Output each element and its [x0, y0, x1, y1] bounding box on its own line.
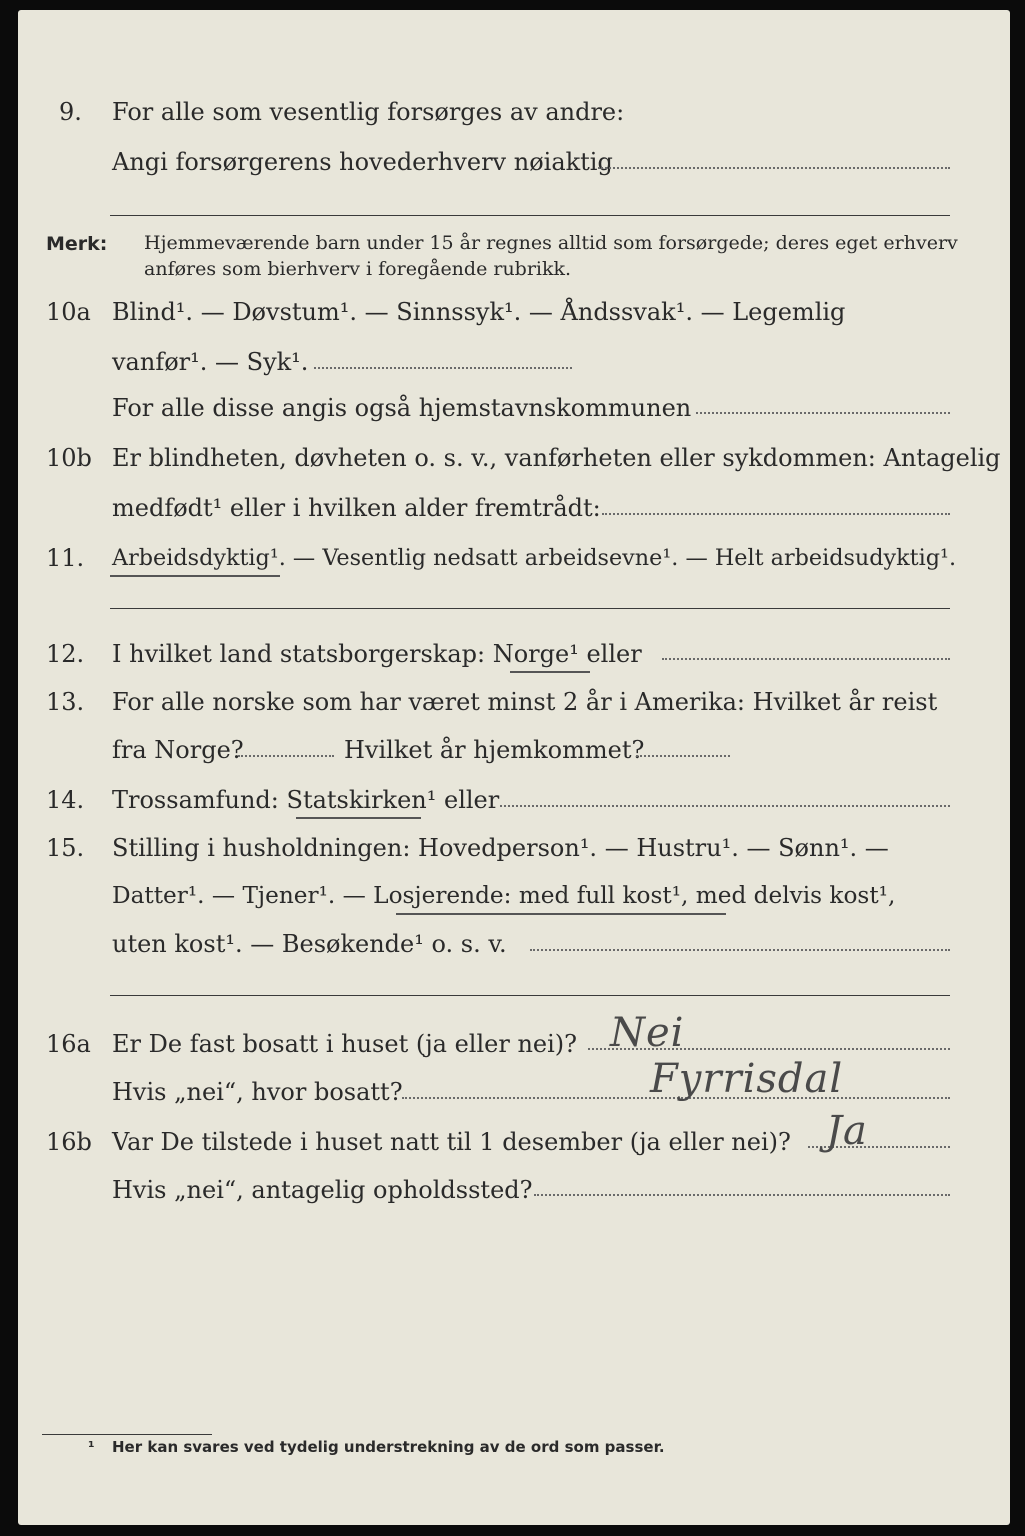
q16a-line-1: Er De fast bosatt i huset (ja eller nei)? — [112, 1030, 578, 1058]
q13-line-2a: fra Norge? — [112, 736, 244, 764]
q9-question: For alle som vesentlig forsørges av andre: — [112, 98, 625, 126]
q13-number: 13. — [46, 688, 85, 716]
q10a-answer-line-1[interactable] — [314, 367, 572, 369]
q11-selected-underline — [110, 575, 280, 577]
q10a-line-2: vanfør¹. — Syk¹. — [112, 348, 309, 376]
q11-options: Arbeidsdyktig¹. — Vesentlig nedsatt arbeidsevne¹. — Helt arbeidsudyktig¹. — [112, 545, 957, 571]
footnote-mark: ¹ — [88, 1438, 95, 1456]
q14-answer-line[interactable] — [500, 805, 950, 807]
q15-number: 15. — [46, 834, 85, 862]
merk-line-2: anføres som bierhverv i foregående rubrikk. — [144, 258, 572, 280]
q16a-number: 16a — [46, 1030, 91, 1058]
q16a-line-2: Hvis „nei“, hvor bosatt? — [112, 1078, 403, 1106]
q15-line-3: uten kost¹. — Besøkende¹ o. s. v. — [112, 930, 507, 958]
q10a-number: 10a — [46, 298, 91, 326]
q16b-line-2: Hvis „nei“, antagelig opholdssted? — [112, 1176, 533, 1204]
merk-label: Merk: — [46, 233, 108, 255]
q13-line-1: For alle norske som har været minst 2 år i Amerika: Hvilket år reist — [112, 688, 938, 716]
q13-hjemkommet-answer-line[interactable] — [636, 755, 730, 757]
q10b-answer-line[interactable] — [602, 513, 950, 515]
q15-answer-line[interactable] — [530, 949, 950, 951]
q9-answer-line[interactable] — [598, 167, 950, 169]
q10b-line-2: medfødt¹ eller i hvilken alder fremtrådt: — [112, 494, 601, 522]
q11-extra-line[interactable] — [110, 608, 950, 609]
q12-question: I hvilket land statsborgerskap: Norge¹ eller — [112, 640, 642, 668]
q16b-line-1: Var De tilstede i huset natt til 1 desember (ja eller nei)? — [112, 1128, 791, 1156]
q12-answer-line[interactable] — [662, 658, 950, 660]
q16b-number: 16b — [46, 1128, 92, 1156]
q16a-handwritten-answer-2: Fyrrisdal — [650, 1056, 844, 1102]
q12-selected-underline — [510, 671, 590, 673]
q10a-line-1: Blind¹. — Døvstum¹. — Sinnssyk¹. — Åndssvak¹. — Legemlig — [112, 298, 846, 326]
q15-line-2: Datter¹. — Tjener¹. — Losjerende: med full kost¹, med delvis kost¹, — [112, 882, 896, 909]
q14-selected-underline — [296, 817, 421, 819]
q11-number: 11. — [46, 544, 85, 572]
q16b-handwritten-answer: Ja — [826, 1108, 868, 1154]
footnote-divider — [42, 1434, 212, 1435]
q10a-answer-line-2[interactable] — [696, 412, 950, 414]
merk-line-1: Hjemmeværende barn under 15 år regnes alltid som forsørgede; deres eget erhverv — [144, 232, 958, 254]
q15-selected-underline — [396, 913, 726, 915]
q13-line-2b: Hvilket år hjemkommet? — [344, 736, 645, 764]
q16a-handwritten-answer-1: Nei — [610, 1010, 685, 1056]
census-form-page — [18, 10, 1010, 1525]
q14-number: 14. — [46, 786, 85, 814]
q16b-answer-line-2[interactable] — [534, 1194, 950, 1196]
footnote-text: Her kan svares ved tydelig understrekning av de ord som passer. — [112, 1438, 665, 1456]
q13-reist-answer-line[interactable] — [238, 755, 334, 757]
q9-extra-line[interactable] — [110, 215, 950, 216]
q10b-number: 10b — [46, 444, 92, 472]
q10b-line-1: Er blindheten, døvheten o. s. v., vanførheten eller sykdommen: Antagelig — [112, 444, 1001, 472]
q12-number: 12. — [46, 640, 85, 668]
q10a-line-3: For alle disse angis også hjemstavnskommunen — [112, 394, 692, 422]
q15-line-1: Stilling i husholdningen: Hovedperson¹. — Hustru¹. — Sønn¹. — — [112, 834, 889, 862]
q15-extra-line[interactable] — [110, 995, 950, 996]
q9-subquestion: Angi forsørgerens hovederhverv nøiaktig — [112, 148, 613, 176]
q9-number: 9. — [59, 98, 82, 126]
q14-question: Trossamfund: Statskirken¹ eller — [112, 786, 500, 814]
